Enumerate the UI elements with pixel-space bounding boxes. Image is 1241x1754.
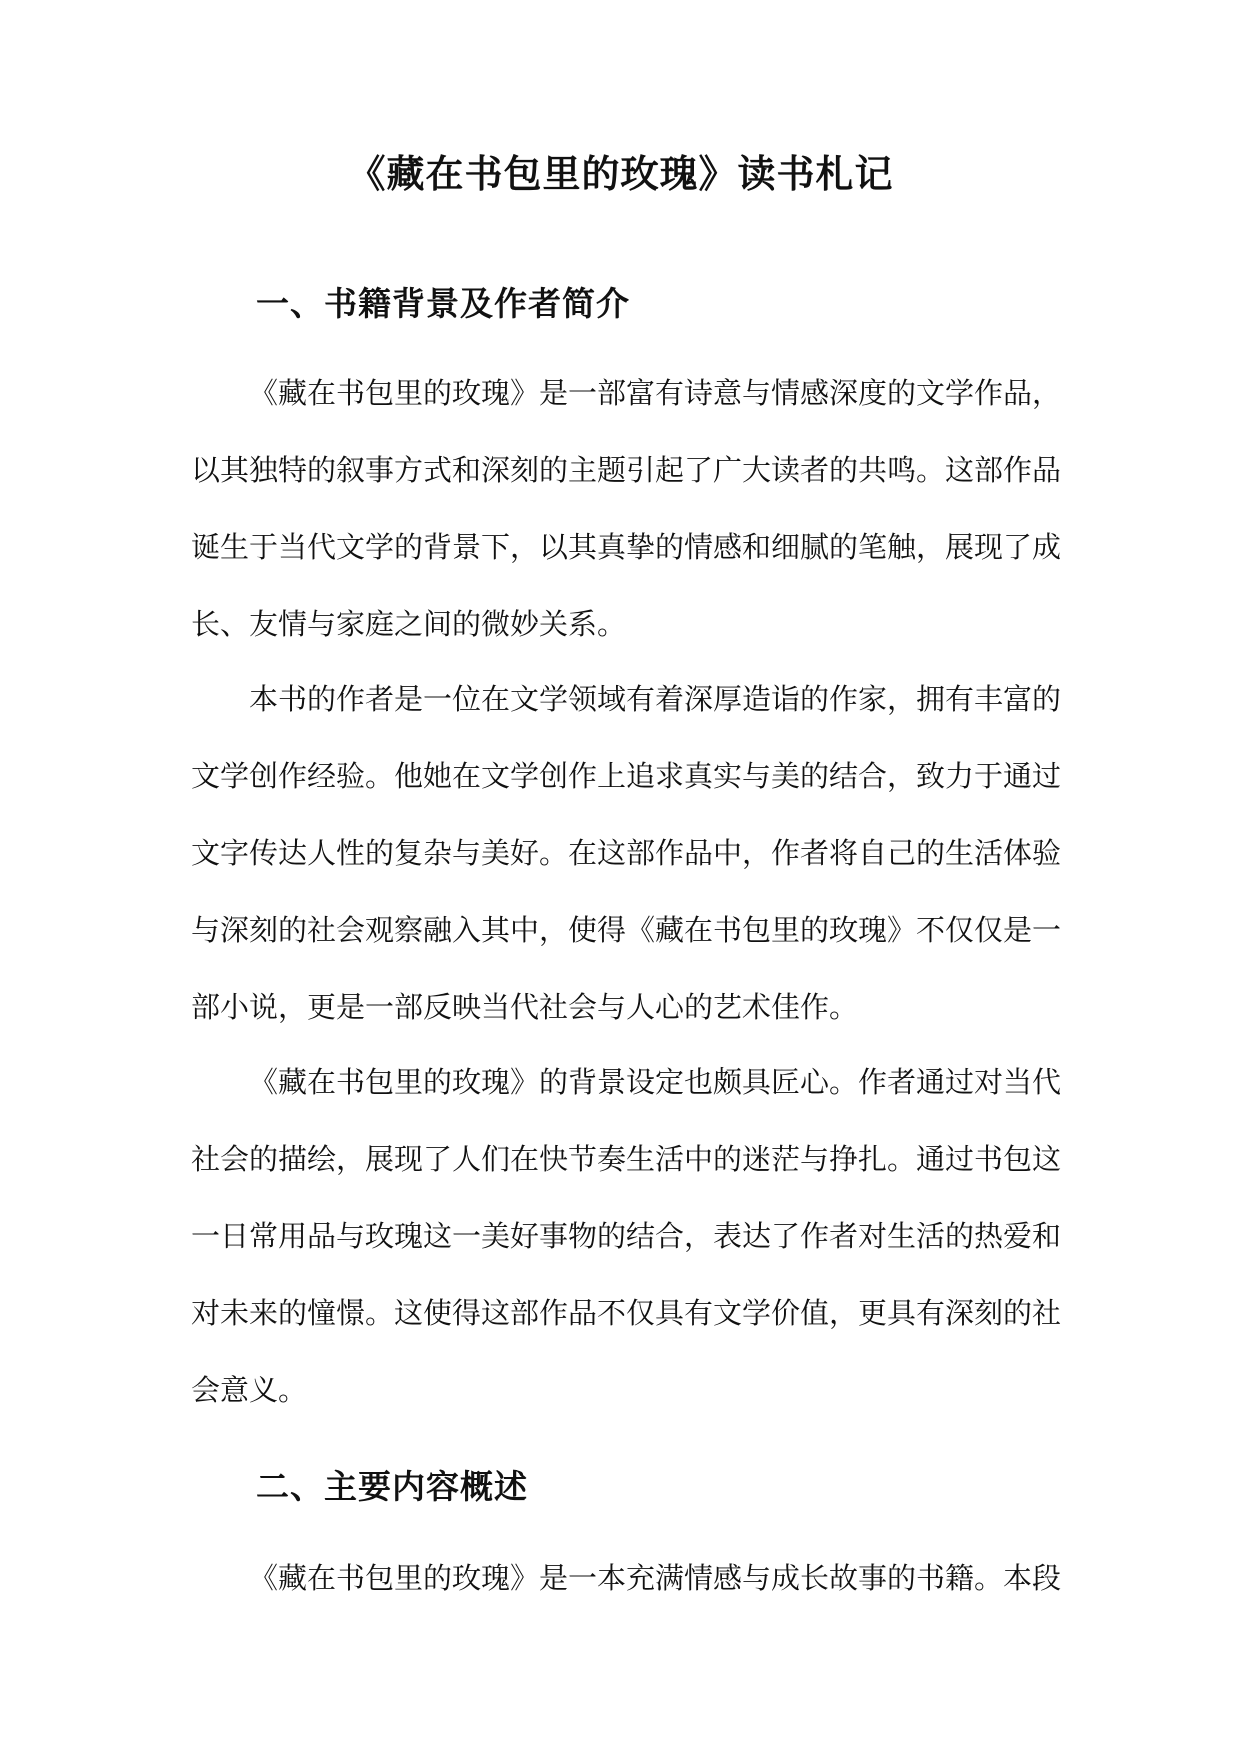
paragraph-summary-start: 《藏在书包里的玫瑰》是一本充满情感与成长故事的书籍。本段 — [249, 1561, 1062, 1595]
document-title: 《藏在书包里的玫瑰》读书札记 — [347, 151, 894, 196]
section-heading-background: 一、书籍背景及作者简介 — [256, 284, 630, 323]
section-heading-summary: 二、主要内容概述 — [256, 1467, 528, 1506]
paragraph-book-intro: 《藏在书包里的玫瑰》是一部富有诗意与情感深度的文学作品，以其独特的叙事方式和深刻的主题引起了广大读者的共鸣。这部作品诞生于当代文学的背景下，以其真挚的情感和细腻的笔触，展现了成长、友情与家庭之间的微妙关系。 — [191, 376, 1062, 641]
paragraph-author-intro: 本书的作者是一位在文学领域有着深厚造诣的作家，拥有丰富的文学创作经验。他她在文学创作上追求真实与美的结合，致力于通过文字传达人性的复杂与美好。在这部作品中，作者将自己的生活体验与深刻的社会观察融入其中，使得《藏在书包里的玫瑰》不仅仅是一部小说，更是一部反映当代社会与人心的艺术佳作。 — [191, 682, 1062, 1024]
paragraph-background-setting: 《藏在书包里的玫瑰》的背景设定也颇具匠心。作者通过对当代社会的描绘，展现了人们在快节奏生活中的迷茫与挣扎。通过书包这一日常用品与玫瑰这一美好事物的结合，表达了作者对生活的热爱和对未来的憧憬。这使得这部作品不仅具有文学价值，更具有深刻的社会意义。 — [191, 1065, 1062, 1407]
